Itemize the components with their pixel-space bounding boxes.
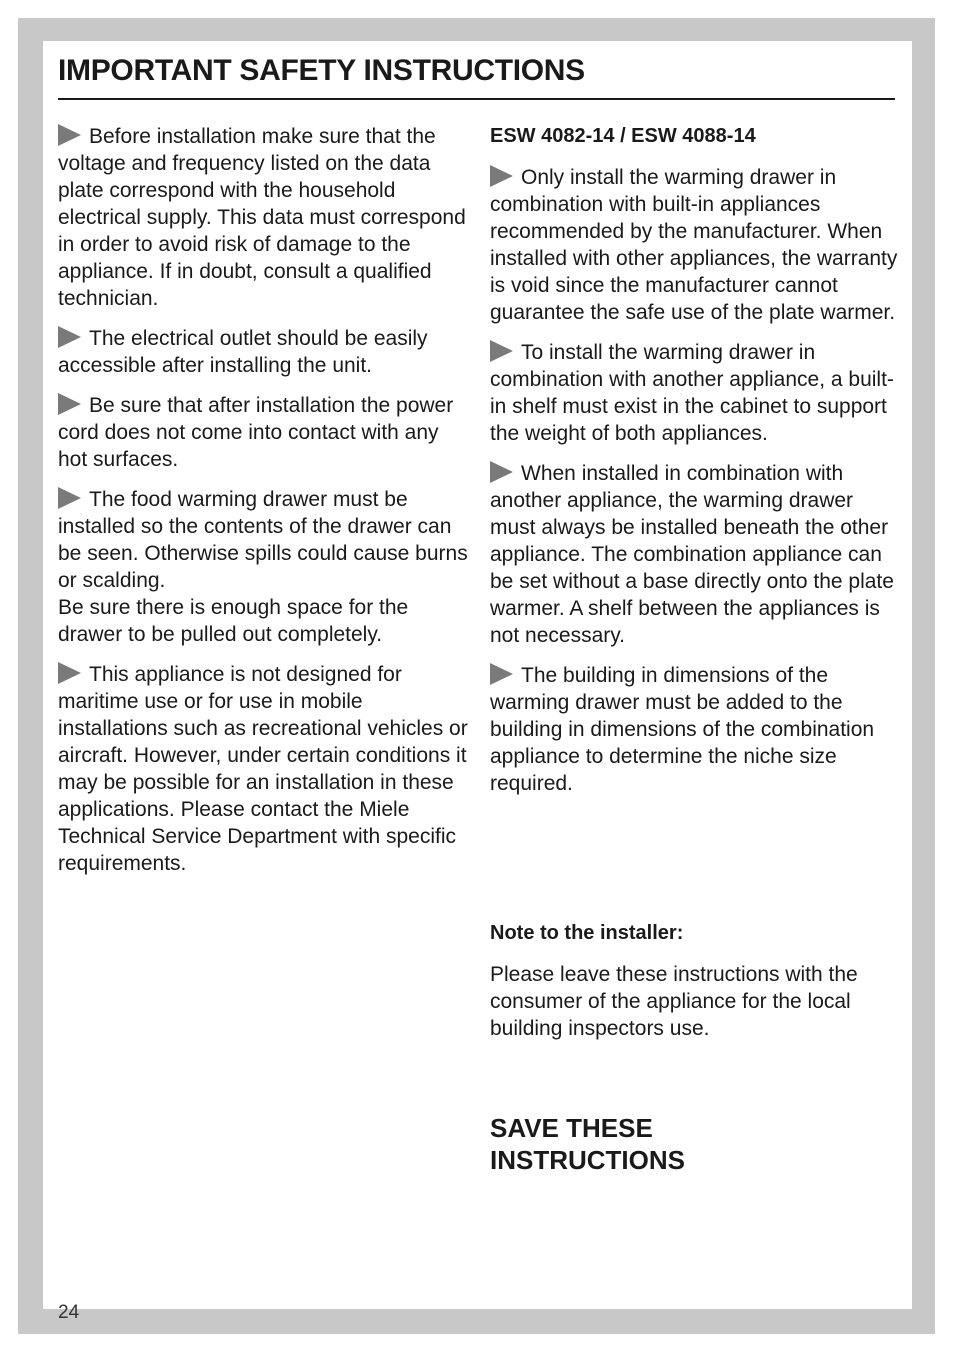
triangle-right-icon: [58, 393, 81, 415]
triangle-right-icon: [58, 662, 81, 684]
safety-item: This appliance is not designed for maritime use or for use in mobile installations such as recreational vehicles or aircraft. However, under certain conditions it may be possible for an installation in these applications. Please contact the Miele Technical Service Department with specific requirements.: [58, 663, 468, 875]
note-text: Please leave these instructions with the consumer of the appliance for the local building inspectors use.: [490, 963, 858, 1040]
triangle-right-icon: [490, 663, 513, 685]
safety-item: When installed in combination with another appliance, the warming drawer must always be installed beneath the other appliance. The combination appliance can be set without a base directly onto the plate warmer. A shelf between the appliances is not necessary.: [490, 462, 894, 647]
triangle-right-icon: [58, 487, 81, 509]
left-column: [58, 123, 470, 890]
safety-item: The building in dimensions of the warming drawer must be added to the building in dimensions of the combination appliance to determine the niche size required.: [490, 664, 875, 795]
safety-item: Be sure that after installation the power cord does not come into contact with any hot surfaces.: [58, 394, 454, 471]
triangle-right-icon: [490, 340, 513, 362]
safety-item: Before installation make sure that the voltage and frequency listed on the data plate correspond with the household electrical supply. This data must correspond in order to avoid risk of damage to the appliance. If in doubt, consult a qualified technician.: [58, 125, 466, 310]
note-heading: Note to the installer:: [490, 922, 684, 944]
title-rule: [58, 98, 895, 100]
right-column: [490, 123, 898, 810]
triangle-right-icon: [490, 461, 513, 483]
installer-note: [490, 920, 898, 1055]
safety-item: The food warming drawer must be installed so the contents of the drawer can be seen. Otherwise spills could cause burns or scalding. Be sure there is enough space for the drawer to be pulled out completely.: [58, 488, 468, 646]
model-heading: ESW 4082-14 / ESW 4088-14: [490, 125, 756, 147]
safety-item: The electrical outlet should be easily accessible after installing the unit.: [58, 327, 428, 377]
triangle-right-icon: [58, 326, 81, 348]
page-title: IMPORTANT SAFETY INSTRUCTIONS: [58, 54, 585, 87]
page-number: 24: [58, 1302, 80, 1323]
safety-item-continuation: Be sure there is enough space for the drawer to be pulled out completely.: [58, 596, 409, 646]
safety-item: Only install the warming drawer in combination with built-in appliances recommended by the manufacturer. When installed with other appliances, the warranty is void since the manufacturer cannot guarantee the safe use of the plate warmer.: [490, 166, 898, 324]
save-instructions-heading: SAVE THESE INSTRUCTIONS: [490, 1113, 685, 1175]
triangle-right-icon: [58, 124, 81, 146]
safety-item: To install the warming drawer in combination with another appliance, a built-in shelf must exist in the cabinet to support the weight of both appliances.: [490, 341, 894, 445]
triangle-right-icon: [490, 165, 513, 187]
